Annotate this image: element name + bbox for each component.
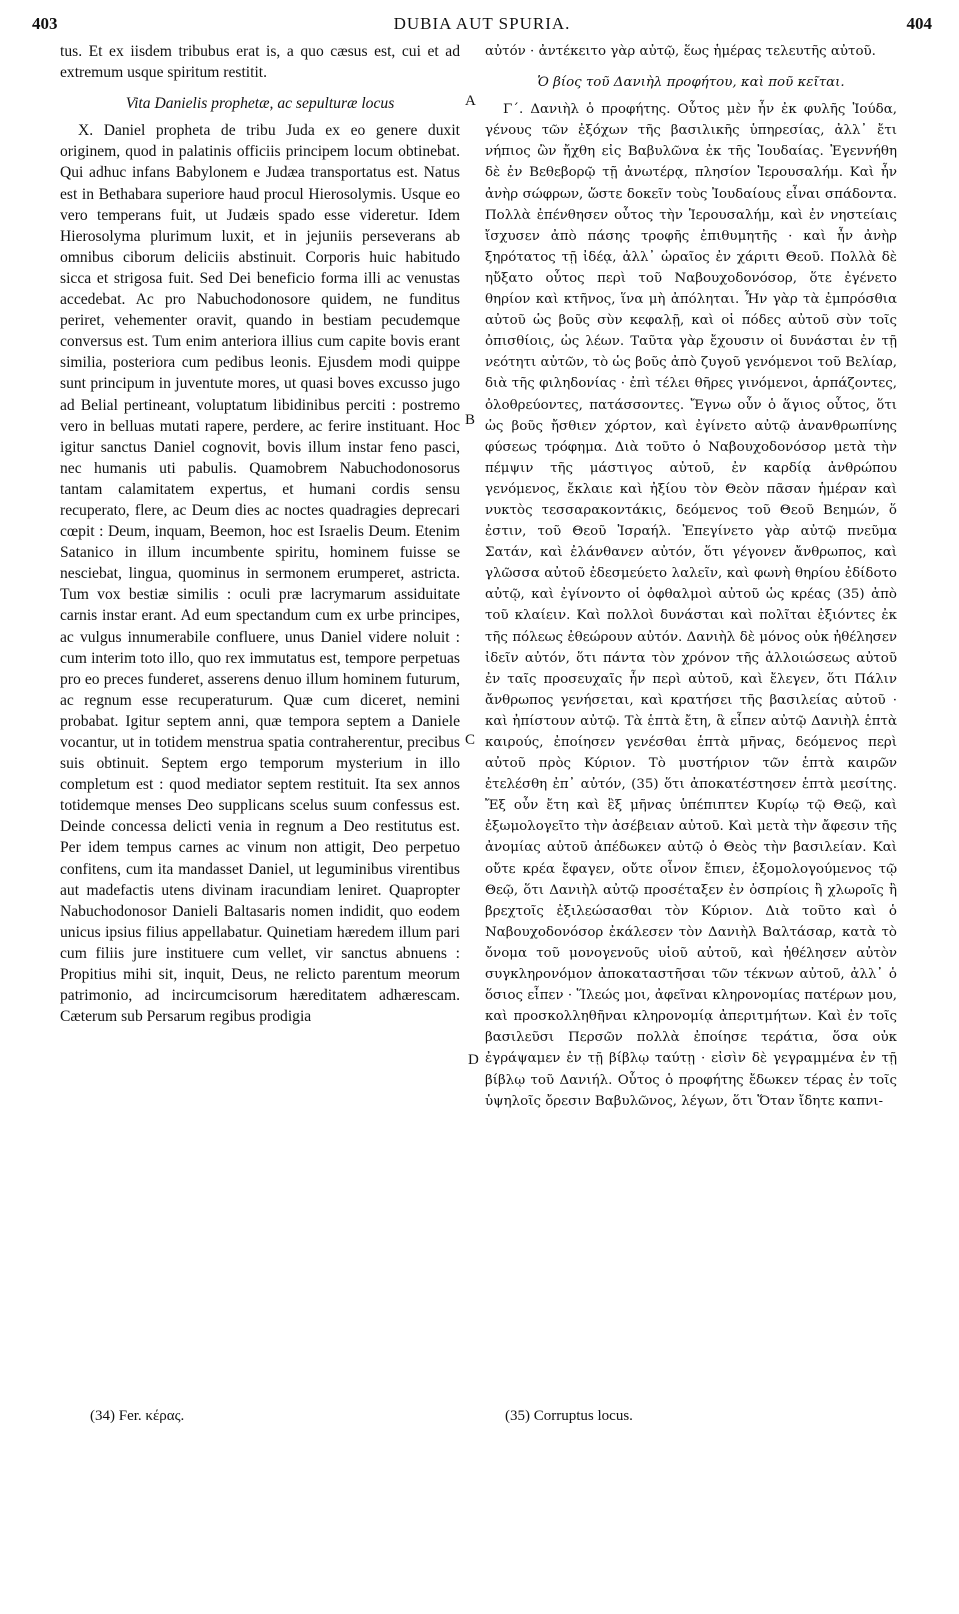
- greek-section-heading: Ὁ βίος τοῦ Δανιὴλ προφήτου, καὶ ποῦ κεῖται.: [537, 75, 845, 91]
- margin-marker-a: A: [465, 93, 476, 109]
- running-title: DUBIA AUT SPURIA.: [393, 14, 571, 33]
- footnote-34: (34) Fer. κέρας.: [90, 1408, 185, 1424]
- latin-section-heading: Vita Danielis prophetæ, ac sepulturæ locus: [125, 95, 395, 113]
- margin-marker-c: C: [465, 732, 476, 748]
- margin-marker-d: D: [468, 1052, 479, 1068]
- page-header: [32, 14, 932, 40]
- footnote-35: (35) Corruptus locus.: [505, 1408, 633, 1424]
- page-number-right: 404: [906, 14, 932, 33]
- latin-intro: tus. Et ex iisdem tribubus erat is, a quo cæsus est, cui et ad extremum usque spiritum restitit.: [60, 43, 460, 82]
- page-number-left: 403: [32, 14, 58, 33]
- greek-body: Γ΄. Δανιὴλ ὁ προφήτης. Οὗτος μὲν ἦν ἐκ φυλῆς Ἰούδα, γένους τῶν ἐξόχων τῆς βασιλικῆς ὑπηρεσίας, ἀλλ᾽ ἔτι νήπιος ὢν ἤχθη εἰς Βαβυλῶνα ἐκ τῆς Ἰουδαίας. Ἐγεννήθη δὲ ἐν Βεθεβορῷ τῇ ἀνωτέρᾳ, πλησίον Ἱερουσαλήμ. Καὶ ἦν ἀνὴρ σώφρων, ὥστε δοκεῖν τοὺς Ἰουδαίους εἶναι σπάδοντα. Πολλὰ ἐπένθησεν οὗτος τὴν Ἱερουσαλήμ, καὶ ἐν νηστείαις ἴσχυσεν ἀπὸ πάσης τροφῆς ἐπιθυμητῆς · καὶ ἦν ἀνὴρ ξηρότατος τῇ ἰδέᾳ, ἀλλ᾽ ὡραῖος ἐν χάριτι Θεοῦ. Πολλὰ δὲ ηὔξατο οὗτος περὶ τοῦ Ναβουχοδονόσορ, ὅτε ἐγένετο θηρίον καὶ κτῆνος, ἵνα μὴ ἀπόληται. Ἦν γὰρ τὰ ἐμπρόσθια αὐτοῦ ὡς βοῦς σὺν κεφαλῇ, καὶ οἱ πόδες αὐτοῦ σὺν τοῖς ὀπισθίοις, ὡς λέων. Ταῦτα γὰρ ἔχουσιν οἱ δυνάσται ἐν τῇ νεότητι αὐτῶν, τὸ ὡς βοῦς ἀπὸ ζυγοῦ γενόμενοι τοῦ Βελίαρ, διὰ τῆς φιληδονίας · ἐπὶ τέλει θῆρες γινόμενοι, ἁρπάζοντες, ὀλοθρεύοντες, πατάσσοντες. Ἔγνω οὖν ὁ ἅγιος οὗτος, ὅτι ὡς βοῦς ἤσθιεν χόρτον, καὶ ἐγίνετο αὐτῷ ἀνανθρωπίνης φύσεως τρόφημα. Διὰ τοῦτο ὁ Ναβουχοδονόσορ μετὰ τὴν πέμψιν τῆς μάστιγος αὐτοῦ, ἐν καρδίᾳ ἀνθρώπου γενόμενος, ἔκλαιε καὶ ἠξίου τὸν Θεὸν πᾶσαν ἡμέραν καὶ νυκτὸς τεσσαρακοντάκις, δεόμενος τοῦ Θεοῦ Βεημών, ὅ ἐστιν, τοῦ Θεοῦ Ἰσραήλ. Ἐπεγίνετο γὰρ αὐτῷ πνεῦμα Σατάν, καὶ ἐλάνθανεν αὐτόν, ὅτι γέγονεν ἄνθρωπος, καὶ γλῶσσα αὐτοῦ ἐδεσμεύετο λαλεῖν, καὶ φωνὴ θηρίου ἐδίδοτο αὐτῷ, καὶ ἐγίνοντο οἱ ὀφθαλμοὶ αὐτοῦ ὡς κρέας (35) ἀπὸ τοῦ κλαίειν. Καὶ πολλοὶ δυνάσται καὶ πολῖται ἐξιόντες ἐκ τῆς πόλεως ἐθεώρουν αὐτόν. Δανιὴλ δὲ μόνος οὐκ ἠθέλησεν ἰδεῖν αὐτόν, ὅτι πάντα τὸν χρόνον τῆς ἀλλοιώσεως αὐτοῦ ἐν ταῖς προσευχαῖς ἦν περὶ αὐτοῦ, καὶ ἔλεγεν, ὅτι Πάλιν ἄνθρωπος γενήσεται, καὶ κρατήσει τῆς βασιλείας αὐτοῦ · καὶ ἠπίστουν αὐτῷ. Τὰ ἑπτὰ ἔτη, ἃ εἶπεν αὐτῷ Δανιὴλ ἑπτὰ καιρούς, ἐποίησεν γενέσθαι ἑπτὰ μῆνας, δεόμενος περὶ αὐτοῦ πρὸς Κύριον. Τὸ μυστήριον τῶν ἑπτὰ καιρῶν ἐτελέσθη ἐπ᾽ αὐτόν, (35) ὅτι ἀποκατέστησεν ἑπτὰ μεσίτης. Ἔξ οὖν ἔτη καὶ ἓξ μῆνας ὑπέπιπτεν Κυρίῳ τῷ Θεῷ, καὶ ἐξωμολογεῖτο τὴν ἀσέβειαν αὐτοῦ. Καὶ μετὰ τὴν ἄφεσιν τῆς ἀνομίας αὐτοῦ ἀπέδωκεν αὐτῷ ὁ Θεὸς τὴν βασιλείαν. Καὶ οὔτε κρέα ἔφαγεν, οὔτε οἶνον ἔπιεν, ἐξομολογούμενος τῷ Θεῷ, ὅτι Δανιὴλ αὐτῷ προσέταξεν ἐν ὀσπρίοις ἢ χλωροῖς ἢ βρεχτοῖς ἐξιλεώσασθαι τὸν Κύριον. Διὰ τοῦτο καὶ ὁ Ναβουχοδονόσορ ἐκάλεσεν τὸν Δανιὴλ Βαλτάσαρ, κατὰ τὸ ὄνομα τοῦ μονογενοῦς υἱοῦ αὐτοῦ, καὶ ἠθέλησεν αὐτὸν συγκληρονόμον ἀποκαταστῆσαι τῶν τέκνων αὐτοῦ, ἀλλ᾽ ὁ ὅσιος εἶπεν · Ἵλεώς μοι, ἀφεῖναι κληρονομίας πατέρων μου, καὶ προσκολληθῆναι κληρονομίᾳ ἀπεριτμήτων. Καὶ ἐν τοῖς βασιλεῦσι Περσῶν πολλὰ ἐποίησε τεράτια, ὅσα οὐκ ἐγράψαμεν ἐν τῇ βίβλῳ ταύτῃ · εἰσὶν δὲ γεγραμμένα ἐν τῇ βίβλῳ τοῦ Δανιήλ. Οὗτος ὁ προφήτης ἔδωκεν τέρας ἐν τοῖς ὑψηλοῖς ὄρεσιν Βαβυλῶνος, λέγων, ὅτι Ὅταν ἴδητε καπνι-: [485, 102, 897, 1109]
- latin-body: X. Daniel propheta de tribu Juda ex eo genere duxit originem, quod in palatinis officiis principem locum obtinebat. Qui adhuc infans Babylonem e Judæa transportatus est. Natus est in Bethabara superiore haud procul Hierosolymis. Usque eo vero temperans fuit, ut Judæis spado esse videretur. Idem Hierosolyma plurimum luxit, et in jejuniis perseverans ab omnibus ciborum deliciis abstinuit. Corporis huic habitudo sicca et strigosa fuit. Sed Dei beneficio forma illi ac venustas accedebat. Ac pro Nabuchodonosore quidem, ne funditus periret, vehementer oravit, quando in bestiam pecudemque conversus est. Tum enim anteriora illius cum capite bovis erant similia, posteriora cum pedibus leonis. Ejusdem modi quippe sunt principum in juventute mores, ut quasi boves excusso jugo ad Belial pertineant, voluptatum libidinibus perciti : postremo vero in belluas mutati rapere, perdere, ac ferire instituant. Hoc igitur sanctus Daniel cognovit, bovis illum instar feno pasci, nec humanis uti pabulis. Quamobrem Nabuchodonosorus tantam calamitatem expertus, et humani cordis sensu recuperato, flere, ac Deum dies ac noctes quadragies deprecari cœpit : Deum, inquam, Beemon, hoc est Israelis Deum. Etenim Satanico in illum incumbente spiritu, hominem fuisse se nesciebat, lingua, quominus in sermonem erumperet, astricta. Tum vox bestiæ similis : oculi præ lacrymarum assiduitate carnis instar erant. Ad eum spectandum cum ex urbe principes, ac vulgus innumerabile confluere, unus Daniel videre noluit : cum interim toto illo, quo rex immutatus est, tempore perpetuas pro eo preces funderet, asserens denuo illum hominem futurum, ac regnum esse recuperaturum. Quæ cum diceret, nemini probabat. Igitur septem anni, quæ tempora septem a Daniele vocantur, ut in totidem menstrua spatia contraherentur, precibus suis obtinuit. Septem ergo temporum mysterium in illo completum est : quod mediator septem restituit. Ita sex annos totidemque menses Deo supplicans scelus suum confessus est. Deinde concessa delicti venia in regnum a Deo restitutus est. Per idem tempus carnes ac vinum non attigit, Deo perpetuo confitens, cum ita mandasset Daniel, ut leguminibus virentibus aut madefactis utens divinam iracundiam leniret. Quapropter Nabuchodonosor Danieli Baltasaris nomen indidit, quo eodem unicus ipsius filius appellabatur. Quinetiam hæredem illum pari cum filiis jure instituere cum vellet, vir sanctus abnuens : Propitius mihi sit, inquit, Deus, ne relicto parentum meorum patrimonio, ad incircumcisorum hæreditatem adhærescam. Cæterum sub Persarum regibus prodigia: [60, 122, 460, 1026]
- greek-intro: αὐτόν · ἀντέκειτο γὰρ αὐτῷ, ἕως ἡμέρας τελευτῆς αὐτοῦ.: [485, 44, 876, 59]
- latin-column: [60, 41, 460, 1027]
- greek-column: [485, 41, 897, 1112]
- margin-marker-b: B: [465, 412, 476, 428]
